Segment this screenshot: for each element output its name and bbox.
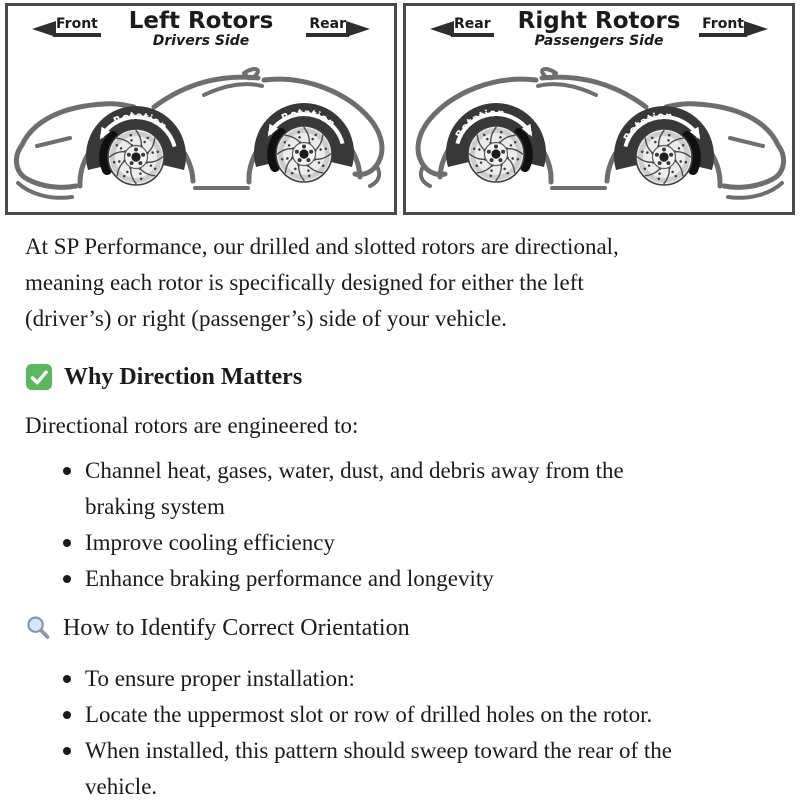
list-item <box>25 697 775 733</box>
bullet-marker <box>63 575 71 583</box>
list-item <box>25 561 775 597</box>
right-rotors-panel <box>403 3 795 215</box>
list-item-line: vehicle. <box>85 774 158 799</box>
panel-title: Right Rotors <box>517 8 681 34</box>
lead-text: Directional rotors are engineered to: <box>25 413 359 438</box>
list-item-line: Improve cooling efficiency <box>85 530 335 555</box>
intro-line: meaning each rotor is specifically designed for either the left <box>25 270 584 295</box>
heading-text: How to Identify Correct Orientation <box>63 615 410 641</box>
front-label: Front <box>699 16 747 37</box>
identify-bullet-list <box>25 661 775 805</box>
bullet-marker <box>63 711 71 719</box>
intro-line: (driver’s) or right (passenger’s) side of your vehicle. <box>25 306 508 331</box>
panel-title: Left Rotors <box>128 8 274 34</box>
left-car-illustration <box>8 53 394 211</box>
bullet-marker <box>63 675 71 683</box>
rotation-label: Rotation <box>454 107 506 141</box>
how-to-identify-heading <box>25 611 775 645</box>
rotor-direction-diagram <box>0 0 800 215</box>
left-rotors-panel <box>5 3 397 215</box>
front-direction-arrow <box>699 16 768 37</box>
right-car-illustration <box>406 53 792 211</box>
magnifying-glass-icon <box>25 615 52 642</box>
front-label: Front <box>53 16 101 37</box>
why-direction-matters-heading <box>25 360 775 394</box>
list-item <box>25 733 775 805</box>
list-item-line: Enhance braking performance and longevity <box>85 566 494 591</box>
list-item-line: Channel heat, gases, water, dust, and debris away from the <box>85 458 624 483</box>
intro-line: At SP Performance, our drilled and slotted rotors are directional, <box>25 234 619 259</box>
why-bullet-list <box>25 453 775 597</box>
bullet-marker <box>63 467 71 475</box>
list-item <box>25 525 775 561</box>
list-item <box>25 661 775 697</box>
arrow-right-icon <box>346 21 370 37</box>
check-mark-icon <box>25 363 53 391</box>
panel-subtitle: Drivers Side <box>152 33 250 49</box>
rear-direction-arrow <box>306 16 370 37</box>
panel-subtitle: Passengers Side <box>534 33 664 49</box>
list-item-line: When installed, this pattern should sweep toward the rear of the <box>85 738 672 763</box>
list-item-line: Locate the uppermost slot or row of drilled holes on the rotor. <box>85 702 653 727</box>
bullet-marker <box>63 539 71 547</box>
list-item-line: braking system <box>85 494 225 519</box>
rotation-label: Rotation <box>280 107 338 131</box>
heading-text: Why Direction Matters <box>64 364 303 390</box>
list-item-line: To ensure proper installation: <box>85 666 355 691</box>
rear-label: Rear <box>306 16 349 37</box>
arrow-right-icon <box>744 21 768 37</box>
article-body <box>0 215 800 805</box>
list-item <box>25 453 775 525</box>
rear-label: Rear <box>451 16 494 37</box>
bullet-marker <box>63 747 71 755</box>
rotation-label: Rotation <box>622 110 674 144</box>
rotation-label: Rotation <box>112 110 170 134</box>
